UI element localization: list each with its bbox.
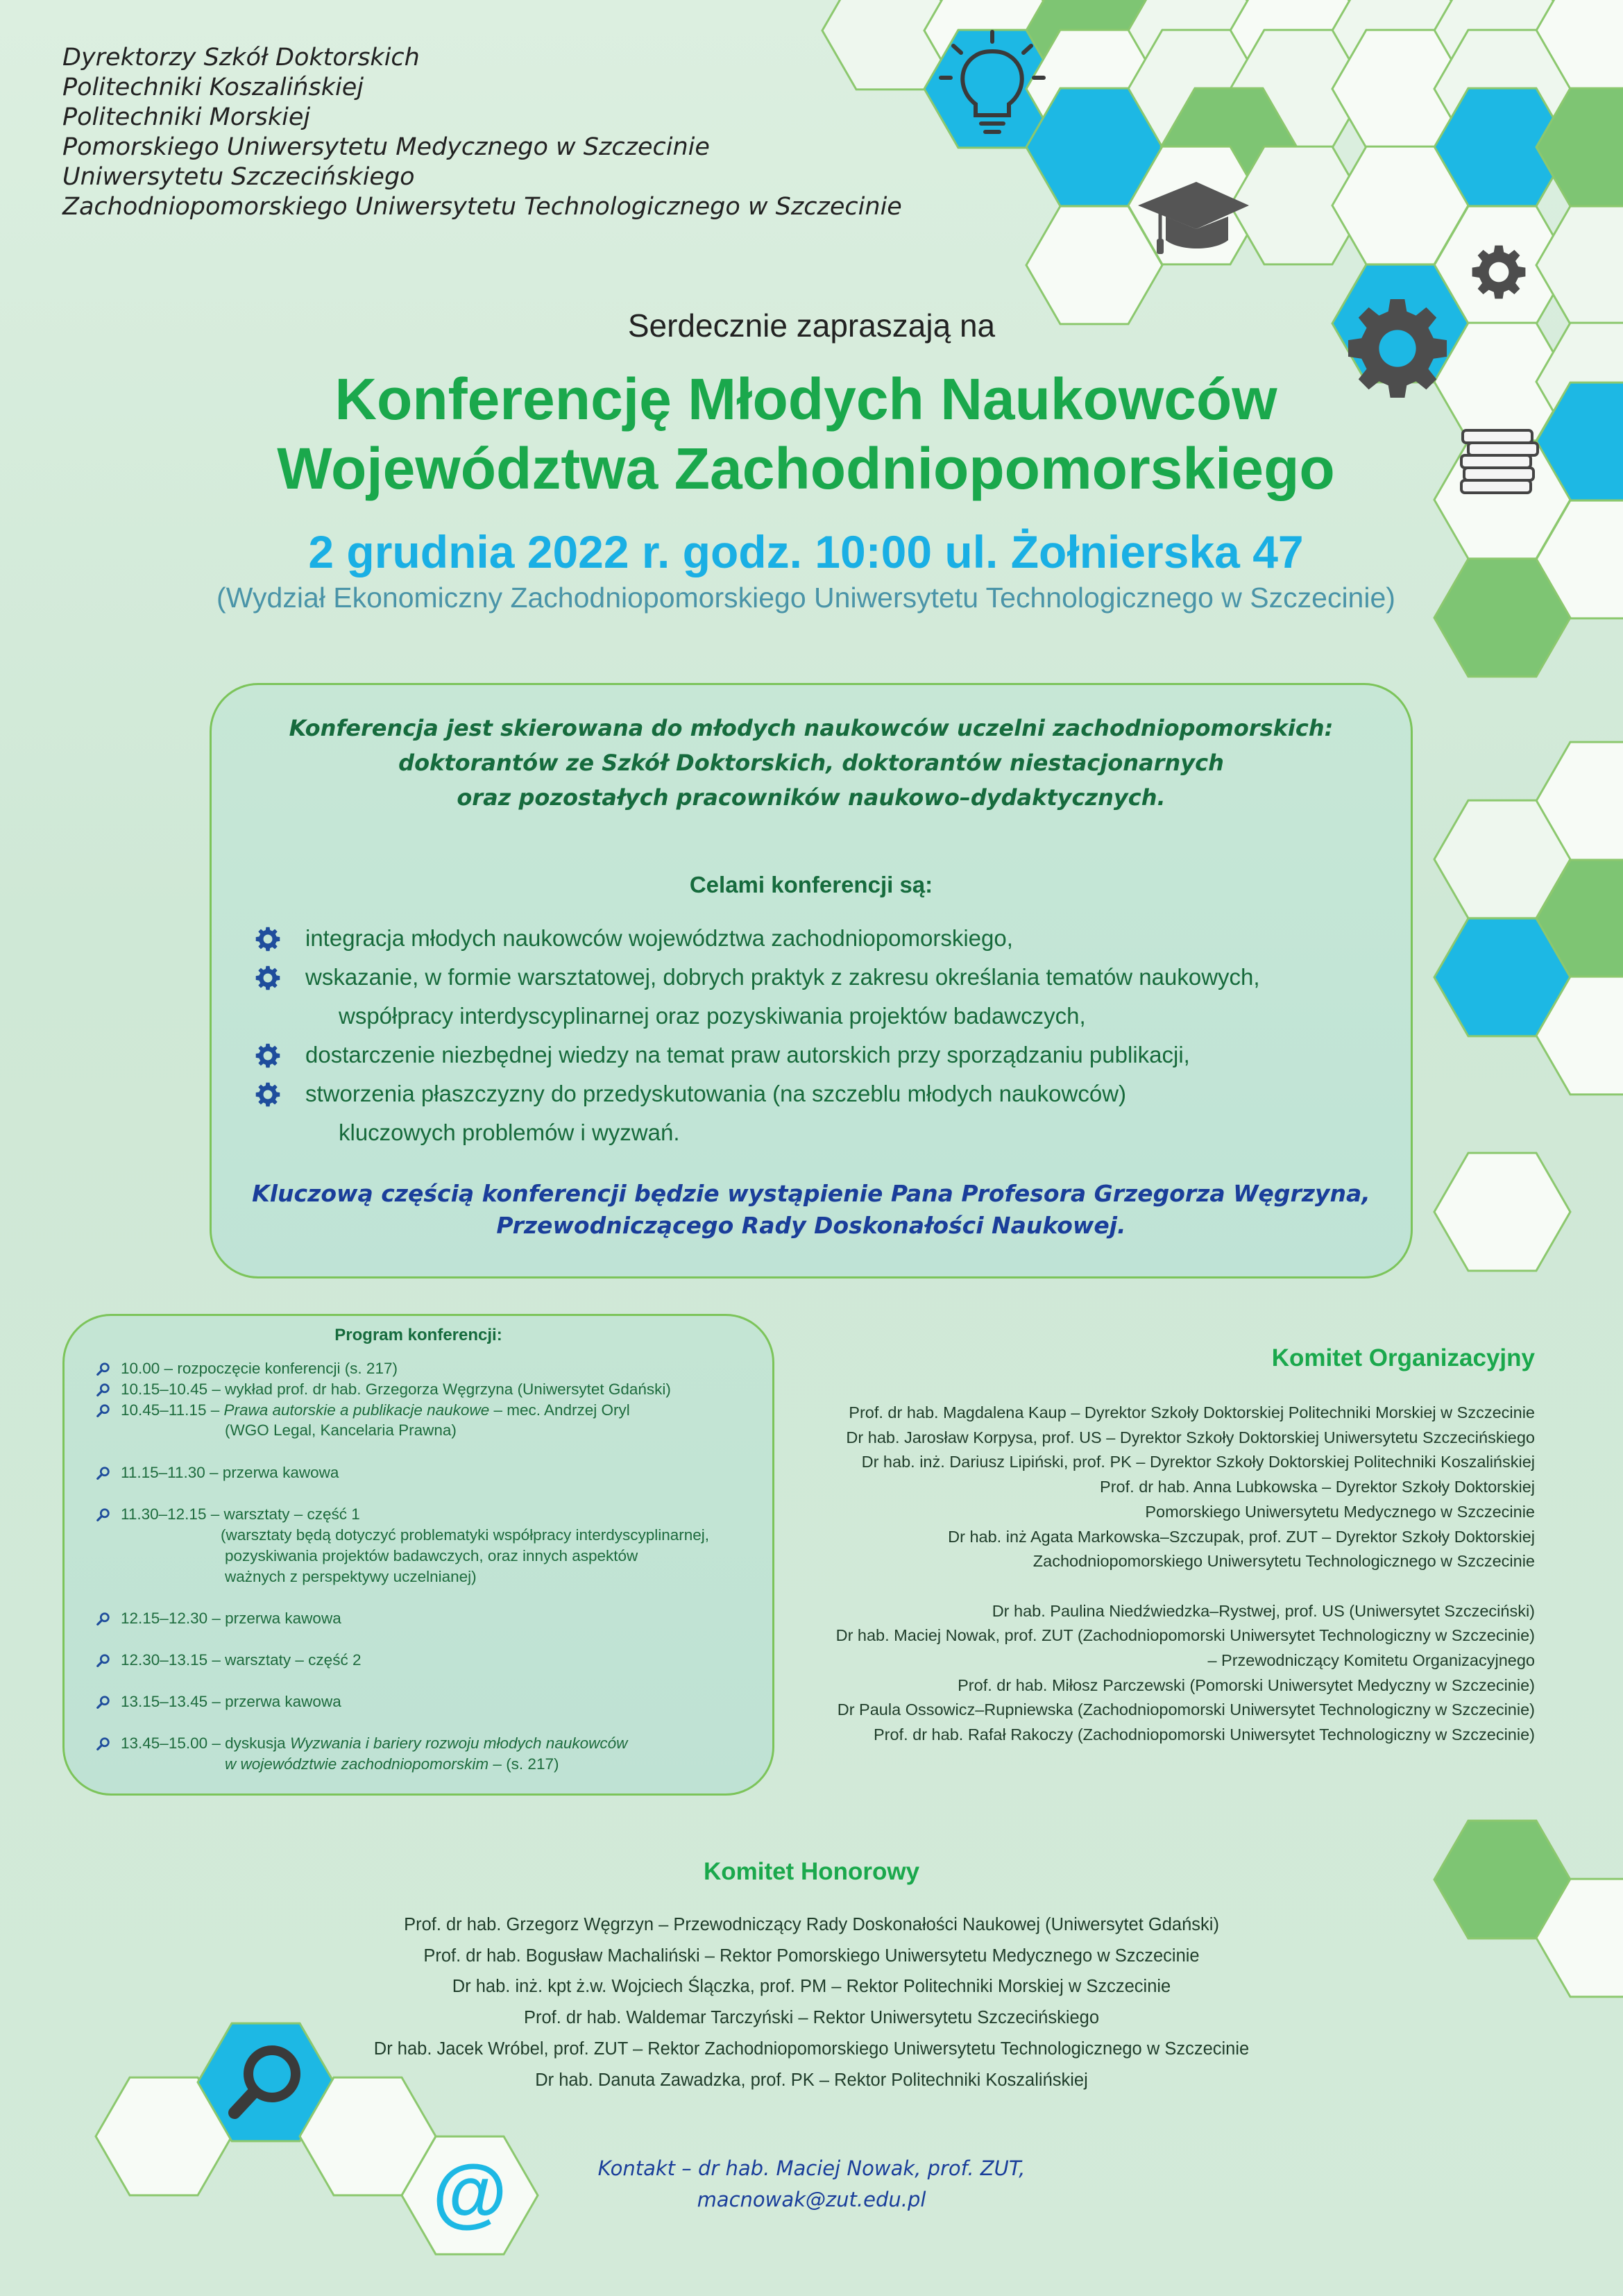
goal-item bbox=[255, 958, 1393, 1036]
program-item-time: 10.45–11.15 – bbox=[121, 1401, 224, 1419]
committee-member: Dr hab. Jacek Wróbel, prof. ZUT – Rektor Zachodniopomorskiego Uniwersytetu Technologicznego w Szczecinie bbox=[373, 2038, 1250, 2059]
committee-member: Dr hab. inż. Dariusz Lipiński, prof. PK – Dyrektor Szkoły Doktorskiej Politechniki Koszalińskiej bbox=[861, 1453, 1535, 1471]
at-sign-icon: @ bbox=[432, 2150, 507, 2235]
light-hexagon bbox=[1434, 1153, 1570, 1271]
committee-member: Pomorskiego Uniwersytetu Medycznego w Szczecinie bbox=[1145, 1502, 1535, 1521]
organizer-line: Pomorskiego Uniwersytetu Medycznego w Szczecinie bbox=[62, 133, 710, 161]
contact-person: Kontakt – dr hab. Maciej Nowak, prof. ZUT, bbox=[597, 2156, 1026, 2180]
organizing-committee-list bbox=[763, 1401, 1535, 1748]
program-title: Program konferencji: bbox=[334, 1326, 502, 1344]
magnifier-bullet-icon bbox=[96, 1612, 111, 1627]
gear-bullet-icon bbox=[255, 1082, 280, 1107]
goal-item bbox=[255, 1036, 1393, 1074]
honorary-committee-list bbox=[0, 1909, 1623, 2095]
program-item-speaker: – mec. Andrzej Oryl bbox=[489, 1401, 630, 1419]
committee-member: Prof. dr hab. Anna Lubkowska – Dyrektor Szkoły Doktorskiej bbox=[1100, 1478, 1535, 1496]
goal-text: dostarczenie niezbędnej wiedzy na temat praw autorskich przy sporządzaniu publikacji, bbox=[305, 1042, 1190, 1067]
committee-member: Dr hab. Danuta Zawadzka, prof. PK – Rektor Politechniki Koszalińskiej bbox=[535, 2070, 1088, 2090]
goal-text-continued: współpracy interdyscyplinarnej oraz pozyskiwania projektów badawczych, bbox=[339, 1003, 1086, 1029]
program-item-title: Prawa autorskie a publikacje naukowe bbox=[223, 1401, 490, 1419]
committee-member: – Przewodniczący Komitetu Organizacyjnego bbox=[1207, 1651, 1535, 1670]
organizing-committee-title: Komitet Organizacyjny bbox=[1271, 1344, 1535, 1371]
organizer-line: Politechniki Morskiej bbox=[62, 103, 311, 131]
program-item-room: – (s. 217) bbox=[488, 1755, 559, 1773]
audience-line: oraz pozostałych pracowników naukowo–dydaktycznych. bbox=[457, 784, 1166, 811]
honorary-committee-title: Komitet Honorowy bbox=[703, 1858, 920, 1885]
title-line-1: Konferencję Młodych Naukowców bbox=[334, 366, 1277, 432]
audience-line: doktorantów ze Szkół Doktorskich, doktorantów niestacjonarnych bbox=[398, 750, 1224, 776]
date-location-text: 2 grudnia 2022 r. godz. 10:00 ul. Żołnierska 47 bbox=[308, 526, 1304, 577]
committee-member: Dr hab. Jarosław Korpysa, prof. US – Dyrektor Szkoły Doktorskiej Uniwersytetu Szczecińskiego bbox=[846, 1428, 1535, 1446]
goal-item bbox=[255, 1074, 1393, 1152]
committee-member: Prof. dr hab. Miłosz Parczewski (Pomorski Uniwersytet Medyczny w Szczecinie) bbox=[958, 1675, 1535, 1694]
goal-text: stworzenia płaszczyzny do przedyskutowania (na szczeblu młodych naukowców) bbox=[305, 1081, 1127, 1106]
program-item-text: 12.30–13.15 – warsztaty – część 2 bbox=[121, 1651, 362, 1669]
goals-heading: Celami konferencji są: bbox=[689, 872, 933, 897]
program-item-time: 13.45–15.00 – dyskusja bbox=[121, 1734, 290, 1752]
audience-line: Konferencja jest skierowana do młodych naukowców uczelni zachodniopomorskich: bbox=[289, 715, 1334, 741]
magnifier-bullet-icon bbox=[96, 1695, 111, 1710]
organizer-line: Dyrektorzy Szkół Doktorskich bbox=[62, 44, 420, 71]
program-item-continued: (WGO Legal, Kancelaria Prawna) bbox=[225, 1421, 457, 1439]
committee-member: Dr Paula Ossowicz–Rupniewska (Zachodniopomorski Uniwersytet Technologiczny w Szczecinie) bbox=[837, 1700, 1535, 1719]
program-item-continued: (warsztaty będą dotyczyć problematyki współpracy interdyscyplinarnej, bbox=[221, 1526, 710, 1544]
keynote-line: Kluczową częścią konferencji będzie wystąpienie Pana Profesora Grzegorza Węgrzyna, bbox=[252, 1180, 1370, 1207]
committee-member: Prof. dr hab. Magdalena Kaup – Dyrektor Szkoły Doktorskiej Politechniki Morskiej w Szczecinie bbox=[849, 1403, 1535, 1421]
committee-member: Prof. dr hab. Rafał Rakoczy (Zachodniopomorski Uniwersytet Technologiczny w Szczecinie) bbox=[873, 1725, 1535, 1744]
program-item-text: 10.00 – rozpoczęcie konferencji (s. 217) bbox=[121, 1360, 398, 1377]
program-item-text: 11.30–12.15 – warsztaty – część 1 bbox=[121, 1505, 360, 1523]
organizer-line: Zachodniopomorskiego Uniwersytetu Technologicznego w Szczecinie bbox=[62, 193, 902, 221]
committee-member: Prof. dr hab. Waldemar Tarczyński – Rektor Uniwersytetu Szczecińskiego bbox=[523, 2008, 1100, 2028]
goals-list bbox=[255, 919, 1393, 1152]
title-line-2: Województwa Zachodniopomorskiego bbox=[277, 436, 1335, 501]
program-item-text: 11.15–11.30 – przerwa kawowa bbox=[121, 1464, 339, 1481]
organizer-line: Politechniki Koszalińskiej bbox=[62, 74, 364, 101]
program-item-title-continued: w województwie zachodniopomorskim bbox=[225, 1755, 489, 1773]
program-item-text bbox=[121, 1734, 627, 1753]
magnifier-bullet-icon bbox=[96, 1383, 111, 1398]
goal-text: wskazanie, w formie warsztatowej, dobrych praktyk z zakresu określania tematów naukowych, bbox=[305, 964, 1260, 990]
venue bbox=[0, 582, 1623, 614]
program-item-continued bbox=[225, 1755, 559, 1773]
magnifier-bullet-icon bbox=[96, 1403, 111, 1419]
magnifier-bullet-icon bbox=[96, 1362, 111, 1377]
program-item-text: 12.15–12.30 – przerwa kawowa bbox=[121, 1610, 341, 1627]
program-item-continued: ważnych z perspektywy uczelnianej) bbox=[225, 1568, 477, 1585]
program-item-title: Wyzwania i bariery rozwoju młodych naukowców bbox=[289, 1734, 628, 1752]
organizers-list bbox=[62, 43, 965, 222]
keynote-announcement bbox=[210, 1178, 1413, 1242]
gear-bullet-icon bbox=[255, 1043, 280, 1068]
contact-info bbox=[0, 2153, 1623, 2215]
gear-bullet-icon bbox=[255, 927, 280, 952]
committee-member: Dr hab. inż. kpt ż.w. Wojciech Ślączka, prof. PM – Rektor Politechniki Morskiej w Szczecinie bbox=[452, 1977, 1171, 1997]
conference-title bbox=[0, 364, 1623, 503]
contact-email[interactable]: macnowak@zut.edu.pl bbox=[697, 2188, 926, 2211]
magnifier-bullet-icon bbox=[96, 1508, 111, 1523]
committee-member: Dr hab. Maciej Nowak, prof. ZUT (Zachodniopomorski Uniwersytet Technologiczny w Szczecinie) bbox=[835, 1626, 1535, 1645]
magnifier-bullet-icon bbox=[96, 1737, 111, 1752]
committee-member: Dr hab. Paulina Niedźwiedzka–Rystwej, prof. US (Uniwersytet Szczeciński) bbox=[992, 1601, 1535, 1620]
committee-spacer bbox=[763, 1574, 1535, 1599]
date-location bbox=[0, 525, 1623, 578]
committee-member: Prof. dr hab. Grzegorz Węgrzyn – Przewodniczący Rady Doskonałości Naukowej (Uniwersytet Gdański) bbox=[404, 1915, 1219, 1934]
committee-member: Dr hab. inż Agata Markowska–Szczupak, prof. ZUT – Dyrektor Szkoły Doktorskiej bbox=[948, 1527, 1535, 1546]
venue-text: (Wydział Ekonomiczny Zachodniopomorskiego Uniwersytetu Technologicznego w Szczecinie) bbox=[216, 582, 1395, 614]
program-item-text bbox=[121, 1401, 630, 1419]
committee-member: Zachodniopomorskiego Uniwersytetu Technologicznego w Szczecinie bbox=[1033, 1552, 1535, 1571]
invitation-text: Serdecznie zapraszają na bbox=[627, 307, 996, 344]
magnifier-bullet-icon bbox=[96, 1466, 111, 1481]
program-item-continued: pozyskiwania projektów badawczych, oraz innych aspektów bbox=[225, 1547, 638, 1564]
keynote-line: Przewodniczącego Rady Doskonałości Naukowej. bbox=[496, 1212, 1126, 1239]
program-item-text: 10.15–10.45 – wykład prof. dr hab. Grzegorza Węgrzyna (Uniwersytet Gdański) bbox=[121, 1381, 671, 1398]
audience-description bbox=[210, 711, 1413, 815]
goal-text-continued: kluczowych problemów i wyzwań. bbox=[339, 1120, 680, 1145]
goal-item bbox=[255, 919, 1393, 958]
organizer-line: Uniwersytetu Szczecińskiego bbox=[62, 163, 415, 191]
goal-text: integracja młodych naukowców województwa zachodniopomorskiego, bbox=[305, 925, 1013, 951]
magnifier-bullet-icon bbox=[96, 1653, 111, 1669]
committee-member: Prof. dr hab. Bogusław Machaliński – Rektor Pomorskiego Uniwersytetu Medycznego w Szczecinie bbox=[423, 1945, 1200, 1966]
gear-bullet-icon bbox=[255, 965, 280, 990]
program-item-text: 13.15–13.45 – przerwa kawowa bbox=[121, 1693, 341, 1710]
